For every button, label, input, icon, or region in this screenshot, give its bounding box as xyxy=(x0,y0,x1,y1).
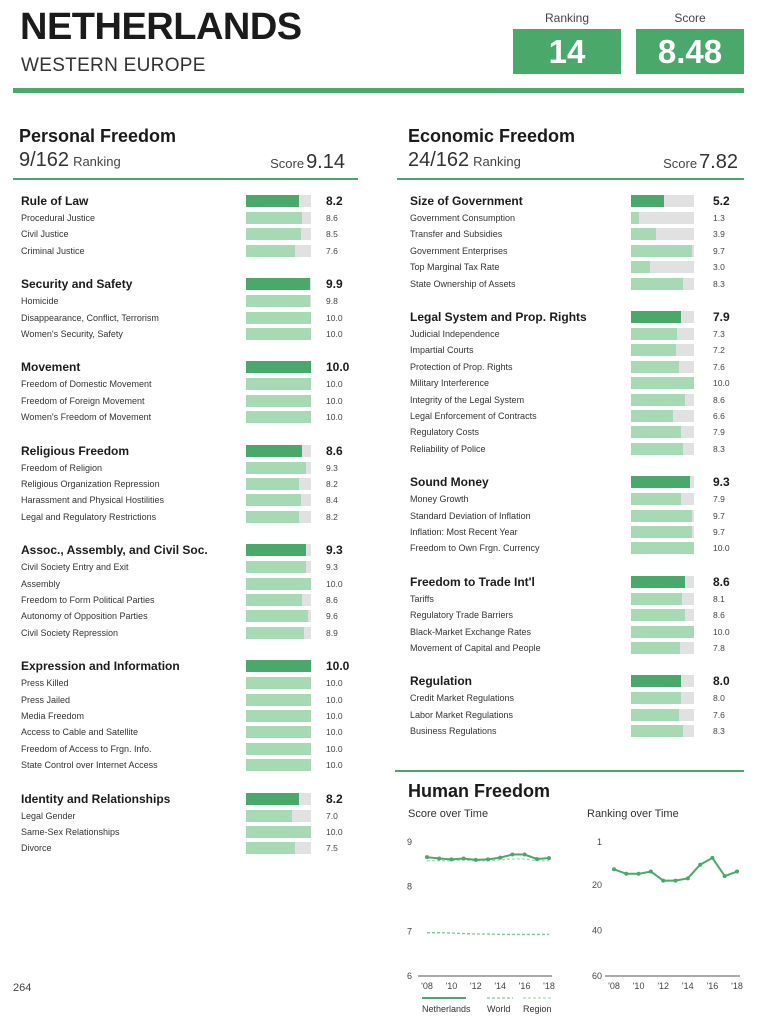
x-tick-label: '12 xyxy=(469,981,482,991)
data-point-netherlands xyxy=(735,870,739,874)
data-point-netherlands xyxy=(624,872,628,876)
indicator-label: State Ownership of Assets xyxy=(410,278,516,289)
score-box: 8.48 xyxy=(636,29,744,74)
indicator-score: 8.3 xyxy=(713,278,725,289)
indicator-score: 7.6 xyxy=(713,709,725,720)
y-tick-label: 7 xyxy=(406,926,412,937)
indicator-label: Regulatory Trade Barriers xyxy=(410,610,514,621)
category-score: 9.9 xyxy=(326,277,343,292)
indicator-score: 9.6 xyxy=(326,611,338,622)
indicator-score: 8.1 xyxy=(713,593,725,604)
data-point-netherlands xyxy=(437,857,441,861)
indicator-label: Disappearance, Conflict, Terrorism xyxy=(21,312,159,323)
indicator-label: Business Regulations xyxy=(410,726,497,737)
indicator-label: Civil Society Repression xyxy=(21,627,119,638)
indicator-label: Regulatory Costs xyxy=(410,427,480,438)
ranking-over-time-title: Ranking over Time xyxy=(587,808,679,820)
indicator-score: 10.0 xyxy=(326,395,343,406)
indicator-label: Credit Market Regulations xyxy=(410,693,515,704)
data-point-netherlands xyxy=(486,857,490,861)
indicator-label: Same-Sex Relationships xyxy=(21,827,120,837)
indicator-score: 8.2 xyxy=(326,511,338,522)
indicator-label: Integrity of the Legal System xyxy=(410,394,525,405)
indicator-score: 8.3 xyxy=(713,443,725,454)
indicator-label: Tariffs xyxy=(410,593,434,604)
category-score: 9.3 xyxy=(326,543,343,558)
indicator-score: 10.0 xyxy=(326,743,343,754)
x-tick-label: '16 xyxy=(518,981,531,991)
data-point-netherlands xyxy=(523,853,527,857)
indicator-score: 8.6 xyxy=(713,610,725,621)
indicator-score: 10.0 xyxy=(326,412,343,423)
category-label: Rule of Law xyxy=(21,194,89,208)
indicator-label: Legal Enforcement of Contracts xyxy=(410,411,537,421)
indicator-label: Judicial Independence xyxy=(410,329,500,339)
region-name: WESTERN EUROPE xyxy=(21,55,206,76)
indicator-score: 9.7 xyxy=(713,527,725,537)
y-tick-label: 60 xyxy=(591,971,602,981)
indicator-score: 10.0 xyxy=(713,543,730,554)
indicator-score: 10.0 xyxy=(326,678,343,689)
score-label: Score xyxy=(674,11,706,25)
indicator-label: Freedom of Access to Frgn. Info. xyxy=(21,743,152,754)
y-tick-label: 9 xyxy=(406,837,412,847)
indicator-score: 9.3 xyxy=(326,562,338,573)
indicator-score: 10.0 xyxy=(326,329,343,339)
indicator-score: 3.0 xyxy=(713,262,725,273)
indicator-score: 8.9 xyxy=(326,627,338,638)
category-score: 9.3 xyxy=(713,475,730,490)
indicator-label: Women's Freedom of Movement xyxy=(21,412,152,423)
data-point-netherlands xyxy=(498,856,502,860)
indicator-score: 7.9 xyxy=(713,494,725,505)
indicator-label: Women's Security, Safety xyxy=(21,329,123,339)
y-tick-label: 1 xyxy=(596,837,602,847)
x-tick-label: '16 xyxy=(706,981,719,991)
indicator-label: Procedural Justice xyxy=(21,213,96,223)
indicator-label: Media Freedom xyxy=(21,711,85,721)
category-score: 7.9 xyxy=(713,310,730,324)
indicator-label: Assembly xyxy=(21,578,61,589)
category-label: Expression and Information xyxy=(21,659,180,674)
indicator-label: Top Marginal Tax Rate xyxy=(410,262,500,273)
category-score: 8.6 xyxy=(713,574,730,589)
category-score: 10.0 xyxy=(326,659,350,674)
category-score: 5.2 xyxy=(713,194,730,208)
legend-world-label: World xyxy=(487,1004,511,1014)
data-point-netherlands xyxy=(612,867,616,871)
indicator-score: 10.0 xyxy=(326,760,343,771)
indicator-label: Divorce xyxy=(21,843,52,854)
indicator-label: Harassment and Physical Hostilities xyxy=(21,495,165,506)
category-label: Assoc., Assembly, and Civil Soc. xyxy=(21,543,208,558)
category-label: Sound Money xyxy=(410,475,489,490)
economic-freedom-title: Economic Freedom xyxy=(408,126,576,146)
category-score: 8.6 xyxy=(326,443,343,458)
indicator-score: 10.0 xyxy=(326,711,343,721)
data-point-netherlands xyxy=(649,870,653,874)
data-point-netherlands xyxy=(637,872,641,876)
indicator-score: 7.9 xyxy=(713,427,725,438)
indicator-label: Press Jailed xyxy=(21,694,71,705)
ranking-label: Ranking xyxy=(544,11,590,25)
category-score: 8.0 xyxy=(713,674,730,689)
personal-rank-value: 9/162 xyxy=(19,149,70,171)
y-tick-label: 6 xyxy=(406,971,412,981)
x-tick-label: '08 xyxy=(608,981,620,991)
indicator-score: 9.7 xyxy=(713,245,725,256)
indicator-label: Freedom of Religion xyxy=(21,462,103,473)
country-name: NETHERLANDS xyxy=(20,6,302,48)
x-tick-label: '10 xyxy=(632,981,645,991)
category-score: 10.0 xyxy=(326,360,350,375)
indicator-score: 8.6 xyxy=(326,213,338,223)
indicator-label: State Control over Internet Access xyxy=(21,760,158,771)
data-point-netherlands xyxy=(547,856,551,860)
indicator-label: Freedom of Foreign Movement xyxy=(21,395,145,406)
personal-rank-label: Ranking xyxy=(73,154,121,169)
page-number: 264 xyxy=(13,982,32,994)
indicator-label: Black-Market Exchange Rates xyxy=(410,626,532,637)
data-point-netherlands xyxy=(425,855,429,859)
data-point-netherlands xyxy=(510,853,514,857)
indicator-score: 8.5 xyxy=(326,229,338,240)
indicator-score: 7.8 xyxy=(713,643,725,653)
x-tick-label: '18 xyxy=(731,981,743,991)
category-label: Legal System and Prop. Rights xyxy=(410,310,587,324)
data-point-netherlands xyxy=(661,879,665,883)
indicator-label: Civil Society Entry and Exit xyxy=(21,562,129,573)
indicator-label: Freedom of Domestic Movement xyxy=(21,379,152,390)
data-point-netherlands xyxy=(462,857,466,861)
indicator-score: 7.0 xyxy=(326,810,338,821)
data-point-netherlands xyxy=(474,858,478,862)
series-line-world xyxy=(427,933,549,935)
indicator-score: 7.5 xyxy=(326,843,338,854)
x-tick-label: '18 xyxy=(543,981,555,991)
indicator-score: 10.0 xyxy=(326,694,343,705)
indicator-label: Money Growth xyxy=(410,494,469,505)
data-point-netherlands xyxy=(535,857,539,861)
indicator-label: Legal Gender xyxy=(21,810,76,821)
indicator-score: 10.0 xyxy=(713,626,730,637)
indicator-label: Government Consumption xyxy=(410,213,516,223)
indicator-score: 10.0 xyxy=(326,379,343,390)
y-tick-label: 8 xyxy=(406,881,412,892)
category-label: Identity and Relationships xyxy=(21,791,171,806)
indicator-score: 10.0 xyxy=(326,727,343,738)
x-tick-label: '08 xyxy=(421,981,433,991)
legend-region-label: Region xyxy=(523,1004,552,1014)
indicator-score: 8.6 xyxy=(326,595,338,605)
x-tick-label: '10 xyxy=(445,981,458,991)
indicator-score: 3.9 xyxy=(713,229,725,240)
indicator-score: 10.0 xyxy=(713,378,730,389)
human-freedom-title: Human Freedom xyxy=(408,781,551,801)
category-label: Freedom to Trade Int'l xyxy=(410,574,535,589)
data-point-netherlands xyxy=(449,857,453,861)
indicator-score: 7.6 xyxy=(713,361,725,372)
indicator-label: Inflation: Most Recent Year xyxy=(410,527,518,537)
category-label: Size of Government xyxy=(410,194,523,208)
indicator-label: Government Enterprises xyxy=(410,245,508,256)
economic-score-value: 7.82 xyxy=(699,151,738,173)
data-point-netherlands xyxy=(686,876,690,880)
indicator-label: Civil Justice xyxy=(21,229,69,240)
indicator-label: Movement of Capital and People xyxy=(410,643,541,653)
indicator-score: 8.0 xyxy=(713,693,725,704)
legend-netherlands-label: Netherlands xyxy=(422,1004,471,1014)
score-over-time-title: Score over Time xyxy=(408,808,489,820)
personal-score-value: 9.14 xyxy=(306,151,345,173)
indicator-label: Military Interference xyxy=(410,378,490,389)
indicator-score: 10.0 xyxy=(326,578,343,589)
category-score: 8.2 xyxy=(326,194,343,208)
indicator-score: 7.6 xyxy=(326,245,338,256)
indicator-label: Press Killed xyxy=(21,678,69,689)
x-tick-label: '14 xyxy=(494,981,507,991)
indicator-score: 9.3 xyxy=(326,462,338,473)
category-label: Religious Freedom xyxy=(21,443,130,458)
y-tick-label: 20 xyxy=(591,880,602,891)
data-point-netherlands xyxy=(710,856,714,860)
ranking-box: 14 xyxy=(513,29,621,74)
x-tick-label: '14 xyxy=(681,981,694,991)
indicator-score: 8.4 xyxy=(326,495,338,506)
economic-score-label: Score xyxy=(663,156,698,171)
indicator-label: Legal and Regulatory Restrictions xyxy=(21,511,157,522)
indicator-label: Impartial Courts xyxy=(410,345,474,356)
indicator-score: 1.3 xyxy=(713,213,725,223)
indicator-score: 10.0 xyxy=(326,312,343,323)
indicator-label: Religious Organization Repression xyxy=(21,479,160,489)
economic-rank-value: 24/162 xyxy=(408,149,470,171)
personal-freedom-title: Personal Freedom xyxy=(19,126,177,146)
economic-rank-label: Ranking xyxy=(473,154,521,169)
data-point-netherlands xyxy=(698,863,702,867)
indicator-label: Reliability of Police xyxy=(410,443,486,454)
indicator-label: Freedom to Own Frgn. Currency xyxy=(410,543,540,554)
indicator-score: 7.2 xyxy=(713,345,725,356)
indicator-score: 9.8 xyxy=(326,296,338,307)
indicator-score: 6.6 xyxy=(713,411,725,421)
category-score: 8.2 xyxy=(326,791,343,806)
category-label: Movement xyxy=(21,360,81,375)
indicator-score: 8.6 xyxy=(713,394,725,405)
data-point-netherlands xyxy=(674,879,678,883)
series-line-netherlands xyxy=(614,858,737,881)
indicator-score: 8.3 xyxy=(713,726,725,737)
category-label: Regulation xyxy=(410,674,472,689)
indicator-label: Standard Deviation of Inflation xyxy=(410,510,531,521)
indicator-score: 9.7 xyxy=(713,510,725,521)
indicator-label: Autonomy of Opposition Parties xyxy=(21,611,148,622)
y-tick-label: 40 xyxy=(591,925,602,936)
data-point-netherlands xyxy=(723,874,727,878)
category-label: Security and Safety xyxy=(21,277,133,292)
indicator-label: Criminal Justice xyxy=(21,245,85,256)
indicator-label: Access to Cable and Satellite xyxy=(21,727,139,738)
indicator-score: 8.2 xyxy=(326,479,338,489)
indicator-label: Homicide xyxy=(21,296,59,307)
personal-score-label: Score xyxy=(270,156,305,171)
indicator-score: 10.0 xyxy=(326,827,343,837)
indicator-label: Transfer and Subsidies xyxy=(410,229,503,240)
indicator-score: 7.3 xyxy=(713,329,725,339)
indicator-label: Protection of Prop. Rights xyxy=(410,361,513,372)
x-tick-label: '12 xyxy=(657,981,670,991)
indicator-label: Freedom to Form Political Parties xyxy=(21,595,155,605)
indicator-label: Labor Market Regulations xyxy=(410,709,514,720)
